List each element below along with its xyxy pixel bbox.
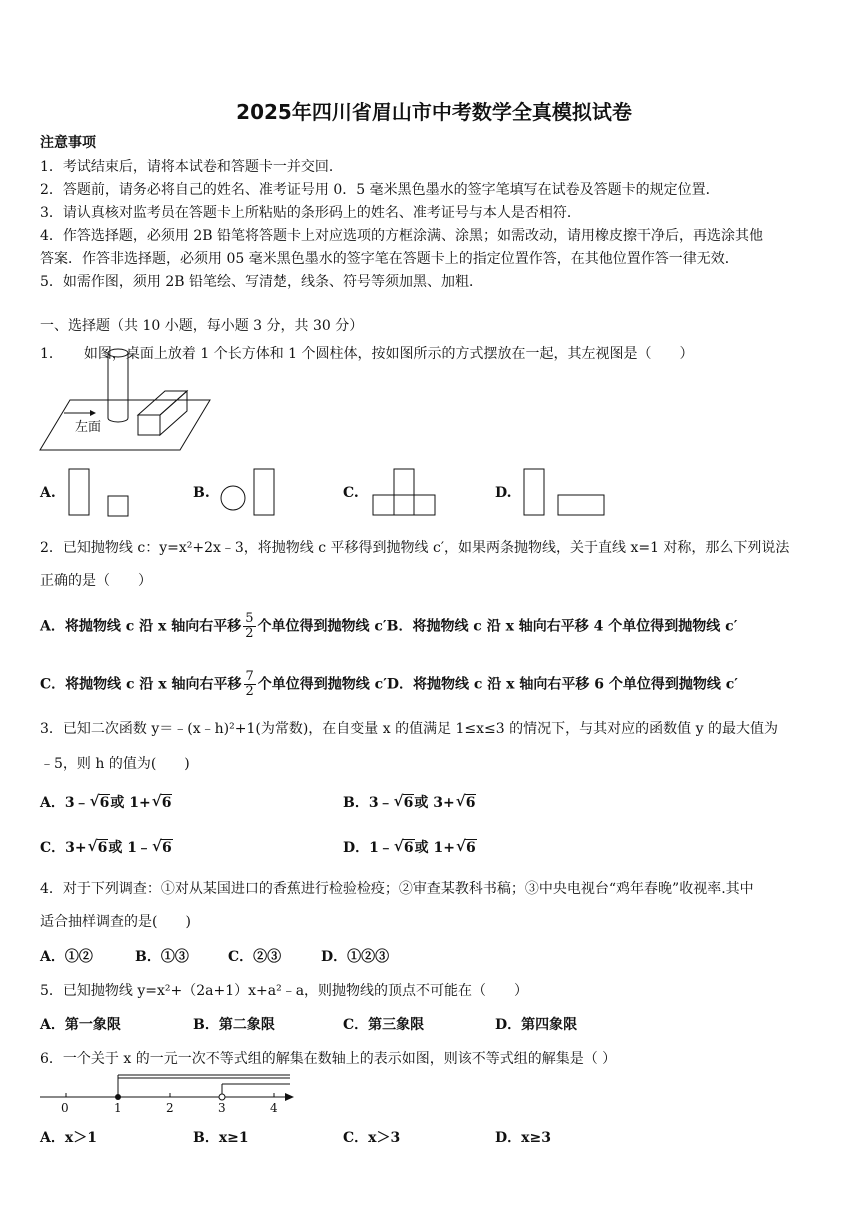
question-5-option: A．第一象限	[40, 1017, 121, 1033]
notice-item: 5．如需作图，须用 2B 铅笔绘、写清楚，线条、符号等须加黑、加粗．	[40, 274, 484, 290]
question-3-option-c: C．3+√ 6或 1﹣√ 6	[40, 837, 173, 857]
question-1-text: 1． 如图，桌面上放着 1 个长方体和 1 个圆柱体，按如图所示的方式摆放在一起，其左视图是（ ）	[40, 346, 694, 362]
question-4-text: 4．对于下列调查：①对从某国进口的香蕉进行检验检疫；②审查某教科书稿；③中央电视台“鸡年春晚”收视率.其中	[40, 881, 754, 897]
question-6-option: A．x＞1	[40, 1130, 97, 1146]
question-6-text: 6．一个关于 x 的一元一次不等式组的解集在数轴上的表示如图，则该不等式组的解集是（ ）	[40, 1051, 617, 1067]
question-5-text: 5．已知抛物线 y=x²+（2a+1）x+a²﹣a，则抛物线的顶点不可能在（ ）	[40, 983, 529, 999]
question-5-option: D．第四象限	[495, 1017, 578, 1033]
option-c-figure	[372, 468, 442, 518]
question-4-option: D．①②③	[321, 949, 390, 965]
question-4-option: A．①②	[40, 949, 93, 965]
question-3-option-b: B．3﹣√ 6或 3+√ 6	[343, 792, 476, 812]
page-title: 2025年四川省眉山市中考数学全真模拟试卷	[236, 100, 632, 124]
tick-label: 1	[114, 1101, 122, 1115]
notice-item: 1．考试结束后，请将本试卷和答题卡一并交回．	[40, 159, 343, 175]
notice-item: 3．请认真核对监考员在答题卡上所粘贴的条形码上的姓名、准考证号与本人是否相符．	[40, 205, 581, 221]
tick-label: 0	[61, 1101, 69, 1115]
option-b-figure	[220, 468, 290, 518]
question-6-option: C．x＞3	[343, 1130, 401, 1146]
option-d: D.	[495, 485, 512, 501]
option-b: B.	[193, 485, 210, 501]
question-4-option: B．①③	[135, 949, 189, 965]
question-2-option-cd: C．将抛物线 c 沿 x 轴向右平移 $\frac{7}{2}$ 个单位得到抛物线 c′D．将抛物线 c 沿 x 轴向右平移 6 个单位得到抛物线 c′	[40, 669, 738, 699]
question-2-text: 正确的是（ ）	[40, 573, 152, 589]
question-3-text: ﹣5，则 h 的值为( )	[40, 756, 190, 772]
notice-item: 2．答题前，请务必将自己的姓名、准考证号用 0．5 毫米黑色墨水的签字笔填写在试卷及答题卡的规定位置．	[40, 182, 720, 198]
section-heading: 一、选择题（共 10 小题，每小题 3 分，共 30 分）	[40, 318, 364, 334]
question-6-option: B．x≥1	[193, 1130, 249, 1146]
option-a-figure	[68, 468, 138, 518]
question-3-text: 3．已知二次函数 y＝﹣(x﹣h)²+1(为常数)，在自变量 x 的值满足 1≤x≤3 的情况下，与其对应的函数值 y 的最大值为	[40, 721, 778, 737]
question-4-text: 适合抽样调查的是( )	[40, 914, 191, 930]
open-dot	[219, 1094, 225, 1100]
notice-item: 4．作答选择题，必须用 2B 铅笔将答题卡上对应选项的方框涂满、涂黑；如需改动，请用橡皮擦干净后，再选涂其他	[40, 228, 763, 244]
question-6-option: D．x≥3	[495, 1130, 551, 1146]
notice-item: 答案．作答非选择题，必须用 05 毫米黑色墨水的签字笔在答题卡上的指定位置作答，在其他位置作答一律无效．	[40, 251, 739, 267]
option-d-figure	[523, 468, 613, 518]
option-a: A.	[40, 485, 56, 501]
question-3-option-d: D．1﹣√ 6或 1+√ 6	[343, 837, 477, 857]
question-4-option: C．②③	[228, 949, 282, 965]
question-5-option: C．第三象限	[343, 1017, 425, 1033]
tick-label: 3	[218, 1101, 226, 1115]
notice-heading: 注意事项	[40, 135, 96, 151]
question-2-option-ab: A．将抛物线 c 沿 x 轴向右平移 $\frac{5}{2}$ 个单位得到抛物线 c′B．将抛物线 c 沿 x 轴向右平移 4 个单位得到抛物线 c′	[40, 611, 738, 641]
question-5-option: B．第二象限	[193, 1017, 275, 1033]
question-2-text: 2．已知抛物线 c：y=x²+2x﹣3，将抛物线 c 平移得到抛物线 c′，如果两条抛物线，关于直线 x=1 对称，那么下列说法	[40, 540, 790, 556]
closed-dot	[115, 1094, 121, 1100]
question-3-option-a: A．3﹣√ 6或 1+√ 6	[40, 792, 172, 812]
question-1-figure	[40, 345, 220, 455]
option-c: C.	[343, 485, 359, 501]
tick-label: 2	[166, 1101, 174, 1115]
figure-label: 左面	[75, 420, 102, 435]
tick-label: 4	[270, 1101, 278, 1115]
